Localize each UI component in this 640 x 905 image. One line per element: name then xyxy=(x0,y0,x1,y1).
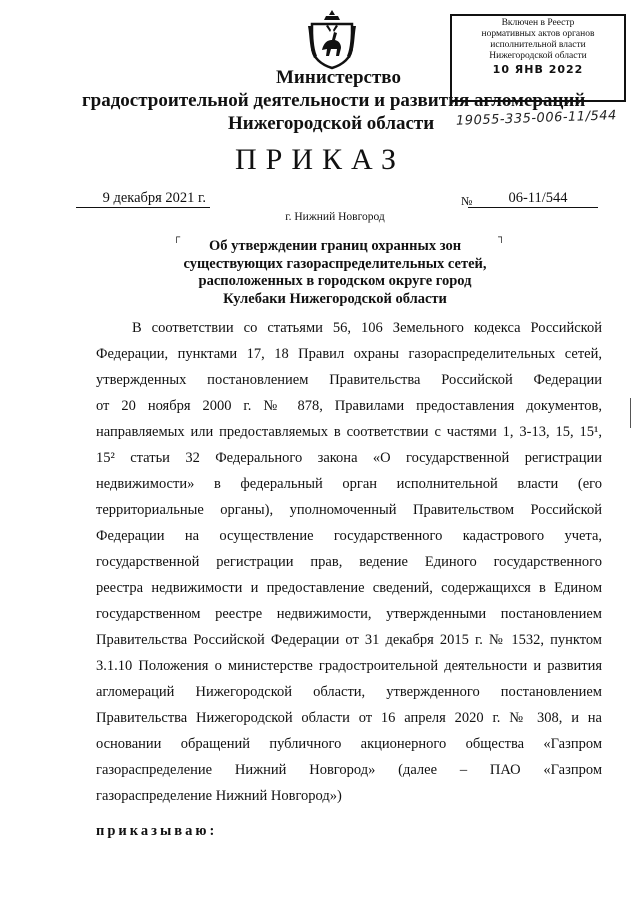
body-line: от 20 ноября 2000 г. № 878, Правилами предоставления документов, xyxy=(96,398,602,414)
body-line: Правительства Нижегородской области от 16 апреля 2020 г. № 308, и на xyxy=(96,710,602,726)
subject-line: расположенных в городском округе город xyxy=(198,273,472,289)
ministry-name-line-3: Нижегородской области xyxy=(228,113,435,134)
document-number: 06-11/544 xyxy=(508,190,568,206)
body-line: утвержденных постановлением Правительства Российской Федерации xyxy=(96,372,602,388)
body-line: государственном реестре недвижимости, утвержденными постановлением xyxy=(96,606,602,622)
decree-word: приказываю: xyxy=(96,823,218,839)
document-city: г. Нижний Новгород xyxy=(285,211,385,223)
registration-number-handwritten: 19055-335-006-11/544 xyxy=(455,108,618,129)
body-line: недвижимости» в федеральный орган исполнительной власти (его xyxy=(96,476,602,492)
body-line: газораспределение Нижний Новгород» (далее – ПАО «Газпром xyxy=(96,762,602,778)
date-underline xyxy=(76,207,210,208)
coat-of-arms-icon xyxy=(306,8,358,70)
body-line: государственной регистрации прав, ведение Единого государственного xyxy=(96,554,602,570)
stamp-line-1: Включен в Реестр xyxy=(501,18,575,28)
body-line: территориальные органы), уполномоченный Правительством Российской xyxy=(96,502,602,518)
document-date: 9 декабря 2021 г. xyxy=(102,190,206,206)
subject-line: Об утверждении границ охранных зон xyxy=(208,238,462,254)
body-line: 15² статьи 32 Федерального закона «О государственной регистрации xyxy=(96,450,602,466)
document-body xyxy=(96,315,602,809)
stamp-line-4: Нижегородской области xyxy=(489,51,587,61)
ministry-name-line-2: градостроительной деятельности и развития агломераций xyxy=(82,90,586,111)
ministry-name-line-1: Министерство xyxy=(276,67,401,88)
number-sign: № xyxy=(461,194,473,208)
body-line: В соответствии со статьями 56, 106 Земельного кодекса Российской xyxy=(132,320,602,336)
stamp-date: 10 ЯНВ 2022 xyxy=(492,63,584,76)
subject-line: Кулебаки Нижегородской области xyxy=(223,290,447,307)
subject-line: существующих газораспределительных сетей, xyxy=(183,255,487,272)
number-underline xyxy=(468,207,598,208)
body-line: 3.1.10 Положения о министерстве градостроительной деятельности и развития xyxy=(96,658,602,674)
body-line: направляемых или предоставляемых в соответствии с частями 1, 3-13, 15, 15¹, xyxy=(96,424,602,440)
corner-mark-right: ┐ xyxy=(498,232,506,243)
stamp-line-2: нормативных актов органов xyxy=(481,29,595,39)
body-line: основании обращений публичного акционерного общества «Газпром xyxy=(96,736,602,752)
body-line: реестра недвижимости и предоставление сведений, содержащихся в Едином xyxy=(96,580,602,596)
stamp-line-3: исполнительной власти xyxy=(490,40,586,50)
body-line: газораспределение Нижний Новгород») xyxy=(96,788,342,804)
corner-mark-left: ┌ xyxy=(173,232,181,243)
margin-mark xyxy=(630,398,631,428)
body-line: агломераций Нижегородской области, утвержденного постановлением xyxy=(96,684,602,700)
body-line: Федерации на осуществление государственного кадастрового учета, xyxy=(96,528,602,544)
document-subject xyxy=(150,238,520,308)
body-line: Федерации, пунктами 17, 18 Правил охраны газораспределительных сетей, xyxy=(96,346,602,362)
document-type-title: ПРИКАЗ xyxy=(235,143,405,176)
body-line: Правительства Российской Федерации от 31 декабря 2015 г. № 1532, пунктом xyxy=(96,632,602,648)
